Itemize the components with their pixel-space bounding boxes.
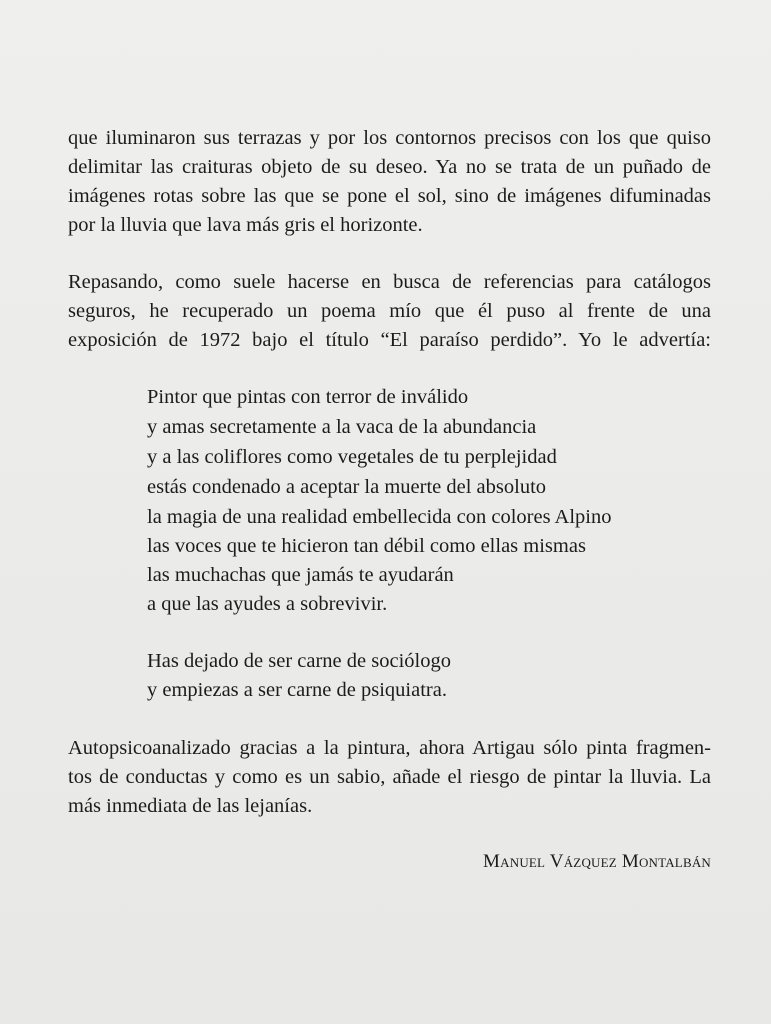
paragraph-2-line-1: Repasando, como suele hacerse en busca de referencias para catálogos — [68, 271, 711, 293]
poem-line: estás condenado a aceptar la muerte del absoluto — [147, 476, 547, 498]
author-signature: Manuel Vázquez Montalbán — [483, 851, 711, 872]
poem-line: Pintor que pintas con terror de inválido — [147, 386, 469, 408]
paragraph-1-line-1: que iluminaron sus terrazas y por los contornos precisos con los que quiso — [68, 127, 711, 149]
paragraph-1-line-3: imágenes rotas sobre las que se pone el sol, sino de imágenes difuminadas — [68, 185, 711, 207]
poem-line: y amas secretamente a la vaca de la abundancia — [147, 416, 537, 438]
paragraph-2-line-2: seguros, he recuperado un poema mío que él puso al frente de una — [68, 300, 711, 322]
paragraph-3-line-3: más inmediata de las lejanías. — [68, 795, 313, 817]
poem-line: y empiezas a ser carne de psiquiatra. — [147, 679, 447, 701]
paragraph-2-line-3: exposición de 1972 bajo el título “El paraíso perdido”. Yo le advertía: — [68, 329, 711, 351]
poem-line: a que las ayudes a sobrevivir. — [147, 593, 388, 615]
paragraph-3-line-1: Autopsicoanalizado gracias a la pintura, ahora Artigau sólo pinta fragmen- — [68, 737, 711, 759]
paragraph-1-line-2: delimitar las craituras objeto de su deseo. Ya no se trata de un puñado de — [68, 156, 711, 178]
poem-line: Has dejado de ser carne de sociólogo — [147, 650, 451, 672]
poem-line: la magia de una realidad embellecida con colores Alpino — [147, 506, 612, 528]
poem-line: las voces que te hicieron tan débil como ellas mismas — [147, 535, 586, 557]
poem-line: y a las coliflores como vegetales de tu perplejidad — [147, 446, 557, 468]
paragraph-3-line-2: tos de conductas y como es un sabio, añade el riesgo de pintar la lluvia. La — [68, 766, 711, 788]
poem-line: las muchachas que jamás te ayudarán — [147, 564, 454, 586]
paragraph-1-line-4: por la lluvia que lava más gris el horizonte. — [68, 214, 423, 236]
